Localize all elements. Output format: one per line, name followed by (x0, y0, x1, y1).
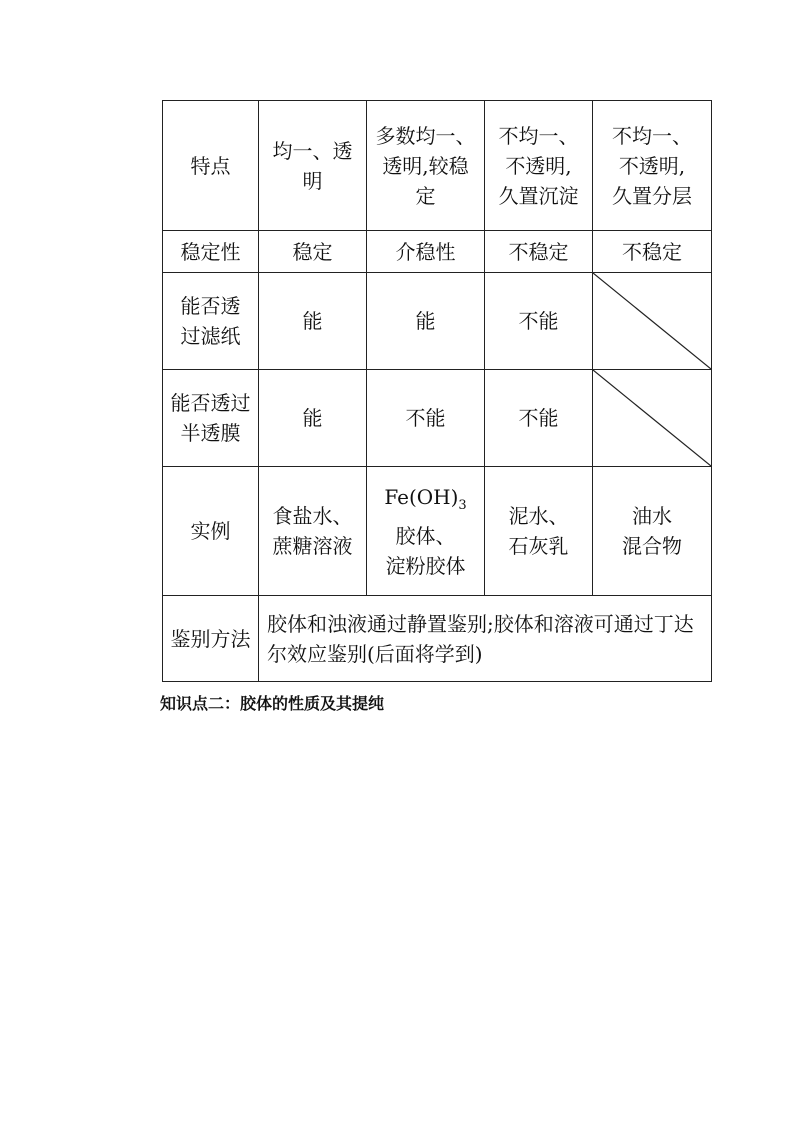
cell-suspension-characteristics: 不均一、 不透明, 久置沉淀 (485, 101, 593, 231)
row-label-identification: 鉴别方法 (163, 596, 259, 682)
dispersion-comparison-table (162, 100, 712, 682)
cell-emulsion-stability: 不稳定 (593, 231, 712, 273)
cell-solution-characteristics: 均一、透明 (259, 101, 367, 231)
colloid-example-text: 胶体、 淀粉胶体 (385, 523, 466, 578)
formula-subscript: 3 (458, 497, 467, 513)
diagonal-empty-cell (593, 370, 712, 467)
cell-solution-stability: 稳定 (259, 231, 367, 273)
table-row-identification (163, 596, 712, 682)
row-label-filter-paper: 能否透 过滤纸 (163, 273, 259, 370)
table-row-semipermeable (163, 370, 712, 467)
row-label-semipermeable: 能否透过 半透膜 (163, 370, 259, 467)
cell-suspension-examples: 泥水、 石灰乳 (485, 467, 593, 596)
table-row-examples (163, 467, 712, 596)
cell-emulsion-examples: 油水 混合物 (593, 467, 712, 596)
table-row-characteristics (163, 101, 712, 231)
table-row-stability (163, 231, 712, 273)
cell-colloid-filter-paper: 能 (367, 273, 485, 370)
section-heading: 知识点二：胶体的性质及其提纯 (160, 694, 385, 713)
cell-colloid-stability: 介稳性 (367, 231, 485, 273)
cell-suspension-filter-paper: 不能 (485, 273, 593, 370)
row-label-characteristics: 特点 (163, 101, 259, 231)
cell-colloid-semipermeable: 不能 (367, 370, 485, 467)
row-label-stability: 稳定性 (163, 231, 259, 273)
cell-identification-method: 胶体和浊液通过静置鉴别;胶体和溶液可通过丁达尔效应鉴别(后面将学到) (259, 596, 712, 682)
table-row-filter-paper (163, 273, 712, 370)
cell-solution-semipermeable: 能 (259, 370, 367, 467)
cell-solution-examples: 食盐水、 蔗糖溶液 (259, 467, 367, 596)
cell-solution-filter-paper: 能 (259, 273, 367, 370)
cell-emulsion-characteristics: 不均一、 不透明, 久置分层 (593, 101, 712, 231)
iron-hydroxide-formula: Fe(OH) (384, 484, 459, 509)
row-label-examples: 实例 (163, 467, 259, 596)
cell-suspension-semipermeable: 不能 (485, 370, 593, 467)
cell-colloid-examples (367, 467, 485, 596)
cell-colloid-characteristics: 多数均一、 透明,较稳 定 (367, 101, 485, 231)
diagonal-empty-cell (593, 273, 712, 370)
cell-suspension-stability: 不稳定 (485, 231, 593, 273)
